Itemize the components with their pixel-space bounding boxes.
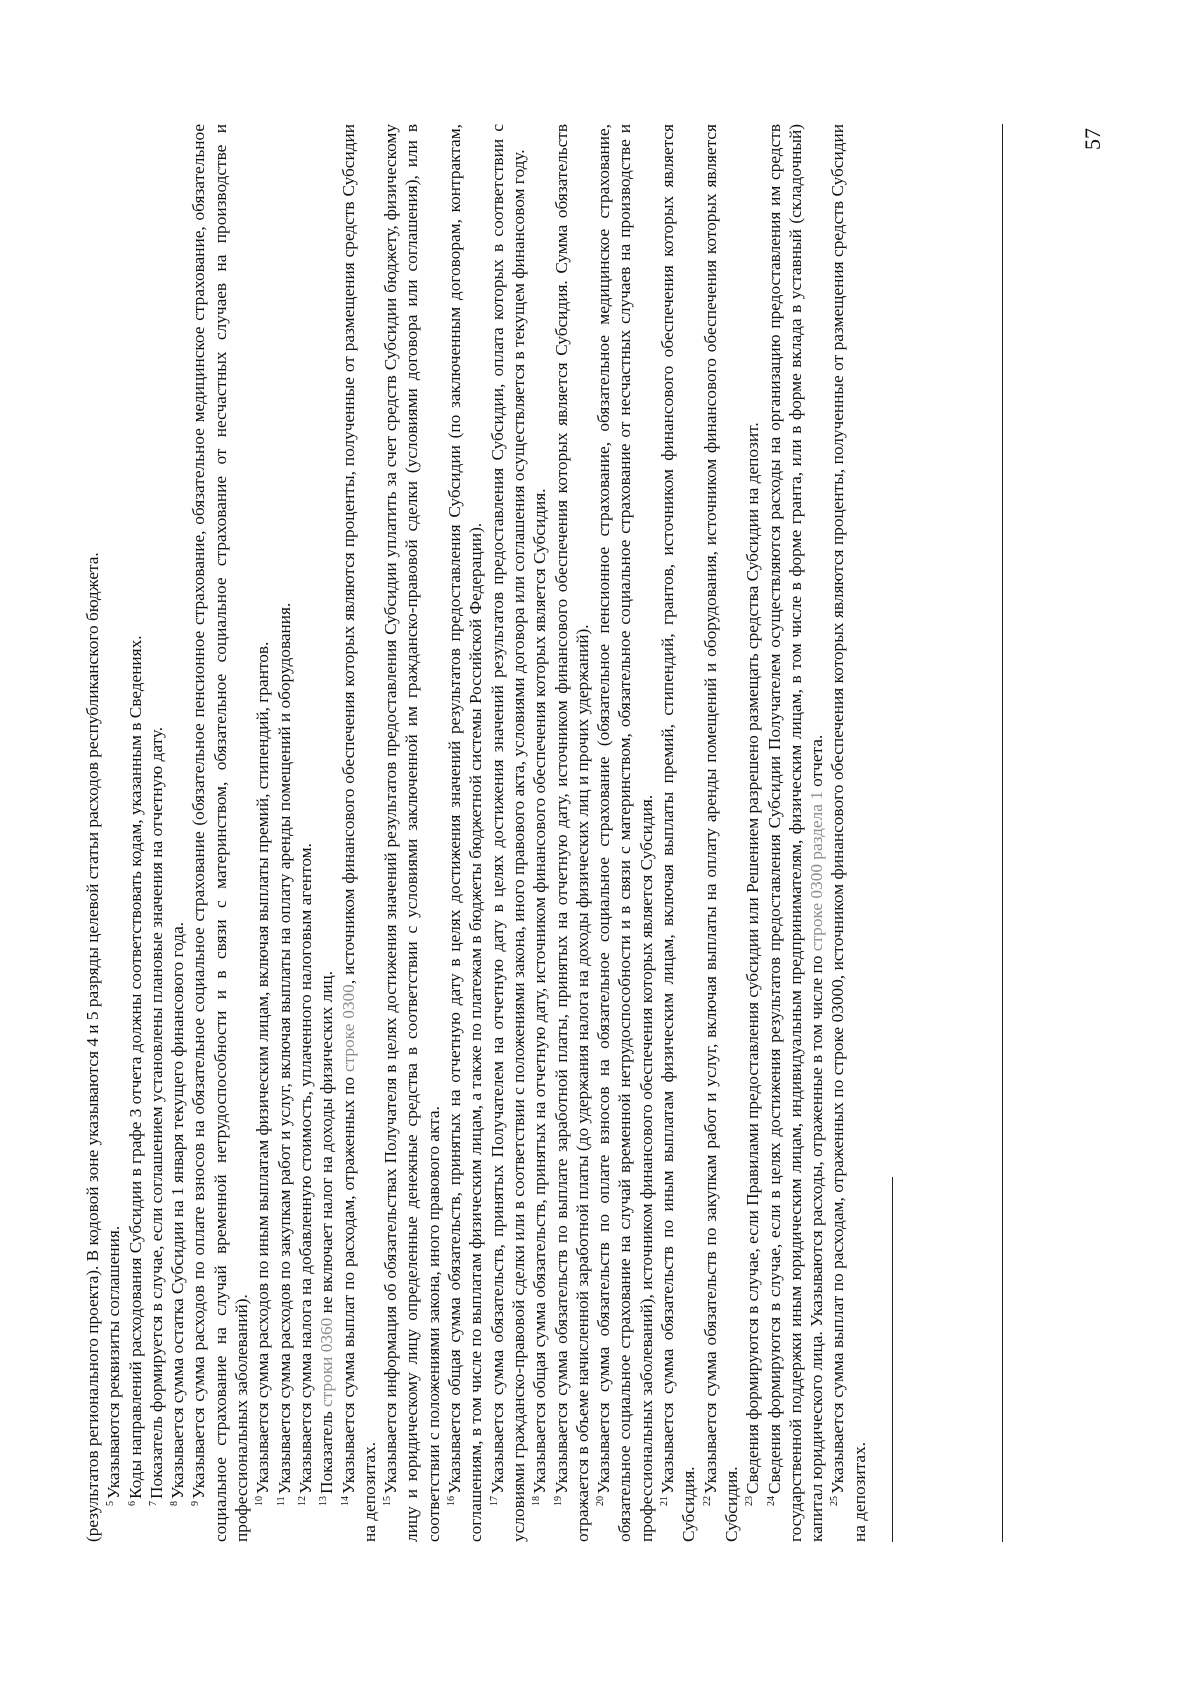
- footnote-separator-rule: [892, 1177, 893, 1542]
- footnote-text: Указывается сумма обязательств по выплате заработной платы, принятых на отчетную дату, источником финансового обеспечения которых является Субсидия. Сумма обязательств отражается в объеме начисленной заработной платы (до удержания налога на доходы физических лиц и прочих удержаний).: [551, 124, 592, 1542]
- footnote-24: [764, 124, 828, 1542]
- footnote-text: Указывается сумма выплат по расходам, отраженных по строке 03000, источником финансового обеспечения которых являются проценты, полученные от размещения средств Субсидии на депозитах.: [828, 124, 869, 1542]
- footnote-text-post: не включает налог на доходы физических лиц.: [317, 970, 337, 1318]
- footnote-7: [146, 124, 167, 1542]
- footnote-13: [316, 124, 337, 1542]
- footnote-text: Указывается общая сумма обязательств, принятых на отчетную дату в целях достижения значений результатов предоставления Субсидии (по заключенным договорам, контрактам, соглашениям, в том числе по выплатам физическим лицам, а также по платежам в бюджеты бюджетной системы Российской Федерации).: [445, 124, 486, 1542]
- footnote-text: Указывается сумма обязательств по иным выплатам физическим лицам, включая выплаты премий, стипендий, грантов, источником финансового обеспечения которых является Субсидия.: [658, 124, 699, 1542]
- footnote-number: 8: [169, 1501, 181, 1506]
- footnote-text: Указывается общая сумма обязательств, принятых на отчетную дату, источником финансового обеспечения которых является Субсидия.: [530, 488, 550, 1494]
- footnote-18: [529, 124, 550, 1542]
- footnote-number: 18: [531, 1496, 543, 1506]
- footnote-text-pre: Указывается сумма выплат по расходам, отраженных по: [338, 1072, 358, 1494]
- footnote-10: [252, 124, 273, 1542]
- footnote-text-post: отчета.: [807, 734, 827, 792]
- footnote-5: [103, 124, 124, 1542]
- page-number: 57: [1080, 128, 1105, 150]
- row-reference-link[interactable]: строке 0300: [338, 984, 358, 1073]
- footnotes-block: [82, 124, 911, 1542]
- footnote-15: [380, 124, 444, 1542]
- footnote-22: [700, 124, 743, 1542]
- footnote-text: Указывается сумма расходов по закупкам работ и услуг, включая выплаты на оплату аренды помещений и оборудования.: [274, 602, 294, 1495]
- footnote-14: [338, 124, 381, 1542]
- footnote-6: [125, 124, 146, 1542]
- footnote-number: 10: [254, 1496, 266, 1506]
- footnote-number: 5: [105, 1501, 117, 1506]
- footnote-number: 14: [339, 1496, 351, 1506]
- footnote-number: 15: [382, 1496, 394, 1506]
- footnote-text: Указывается сумма обязательств по закупкам работ и услуг, включая выплаты на оплату аренды помещений и оборудования, источником финансового обеспечения которых является Субсидия.: [700, 124, 741, 1542]
- footnote-number: 11: [275, 1496, 287, 1506]
- footnote-23: [742, 124, 763, 1542]
- footnote-17: [487, 124, 530, 1542]
- footnote-number: 13: [318, 1496, 330, 1506]
- footnote-8: [167, 124, 188, 1542]
- footnote-text: Сведения формируются в случае, если Правилами предоставления субсидии или Решением разрешено размещать средства Субсидии на депозит.: [743, 422, 763, 1494]
- footnote-text: Указывается сумма расходов по оплате взносов на обязательное социальное страхование (обязательное пенсионное страхование, обязательное медицинское страхование, обязательное социальное страхование на случай временной нетрудоспособности и в связи с материнством, обязательное социальное страхование от несчастных случаев на производстве и профессиональных заболеваний).: [189, 124, 252, 1542]
- footnote-20: [593, 124, 657, 1542]
- footnote-number: 17: [488, 1496, 500, 1506]
- footnote-16: [444, 124, 487, 1542]
- bottom-rule: [1002, 124, 1003, 1542]
- footnote-text-pre: Сведения формируются в случае, если в целях достижения результатов предоставления Субсидии Получателем осуществляются расходы на организацию предоставления им средств государственной поддержки иным юридическим лицам, индивидуальным предпринимателям, физическим лицам, в том числе в форме гранта, или в форме вклада в уставный (складочный) капитал юридического лица. Указываются расходы, отраженные в том числе по: [764, 124, 827, 1542]
- footnote-12: [295, 124, 316, 1542]
- row-reference-link[interactable]: строке 0300 раздела 1: [807, 791, 827, 952]
- footnote-text-pre: Показатель: [317, 1406, 337, 1494]
- footnote-text: Показатель формируется в случае, если соглашением установлены плановые значения на отчетную дату.: [146, 726, 166, 1499]
- footnote-25: [827, 124, 870, 1542]
- footnote-number: 24: [765, 1496, 777, 1506]
- footnote-number: 9: [190, 1501, 202, 1506]
- footnote-text-post: , источником финансового обеспечения которых являются проценты, полученные от размещения средств Субсидии на депозитах.: [338, 123, 379, 1542]
- footnote-text: Указывается сумма остатка Субсидии на 1 января текущего финансового года.: [168, 921, 188, 1499]
- row-reference-link[interactable]: строки 0360: [317, 1317, 337, 1407]
- footnote-text: Указывается сумма обязательств, принятых Получателем на отчетную дату в целях достижения значений результатов предоставления Субсидии, оплата которых в соответствии с условиями гражданско-правовой сделки или в соответствии с положениями закона, иного правового акта, условиями договора или соглашения осуществляется в текущем финансовом году.: [487, 124, 528, 1542]
- footnote-9: [188, 124, 252, 1542]
- lead-text: (результатов регионального проекта). В кодовой зоне указываются 4 и 5 разряды целевой статьи расходов республиканского бюджета.: [83, 552, 102, 1542]
- footnote-text: Указывается информация об обязательствах Получателя в целях достижения значений результатов предоставления Субсидии уплатить за счет средств Субсидии бюджету, физическому лицу и юридическому лицу определенные денежные средства в соответствии с условиями заключенной им гражданско-правовой сделки (условиями договора или соглашения), или в соответствии с положениями закона, иного правового акта.: [381, 124, 443, 1542]
- footnote-11: [274, 124, 295, 1542]
- footnote-number: 19: [552, 1496, 564, 1506]
- footnote-text: Коды направлений расходования Субсидии в графе 3 отчета должны соответствовать кодам, указанным в Сведениях.: [125, 635, 145, 1499]
- footnote-number: 16: [446, 1496, 458, 1506]
- footnote-text: Указывается сумма расходов по иным выплатам физическим лицам, включая выплаты премий, стипендий, грантов.: [253, 641, 273, 1494]
- footnote-number: 21: [659, 1496, 671, 1506]
- footnote-21: [657, 124, 700, 1542]
- footnote-number: 23: [744, 1496, 756, 1506]
- footnote-number: 25: [829, 1496, 841, 1506]
- footnote-text: Указывается сумма налога на добавленную стоимость, уплаченного налоговым агентом.: [295, 843, 315, 1494]
- footnote-number: 22: [701, 1496, 713, 1506]
- footnote-text: Указываются реквизиты соглашения.: [104, 1225, 124, 1499]
- footnote-number: 7: [147, 1501, 159, 1506]
- footnote-number: 12: [296, 1496, 308, 1506]
- footnote-19: [551, 124, 594, 1542]
- footnote-text: Указывается сумма обязательств по оплате взносов на обязательное социальное страхование (обязательное пенсионное страхование, обязательное медицинское страхование, обязательное социальное страхование на случай временной нетрудоспособности и в связи с материнством, обязательное социальное страхование от несчастных случаев на производстве и профессиональных заболеваний), источником финансового обеспечения которых является Субсидия.: [594, 124, 656, 1542]
- footnote-number: 20: [595, 1496, 607, 1506]
- footnote-number: 6: [126, 1501, 138, 1506]
